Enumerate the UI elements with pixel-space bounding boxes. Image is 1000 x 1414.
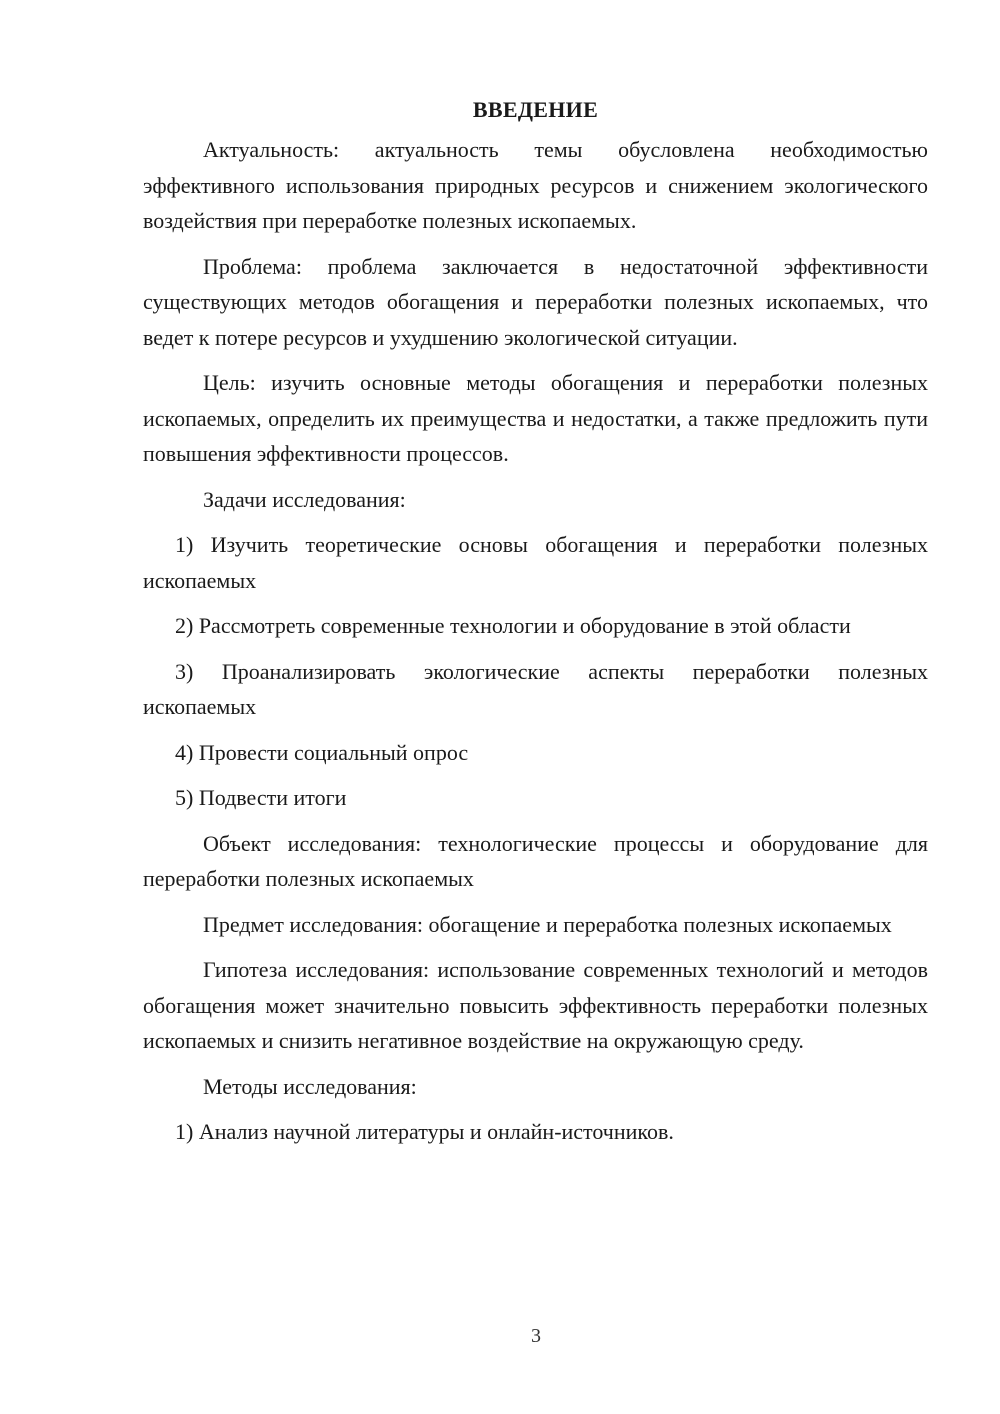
document-page <box>143 92 928 1160</box>
problem-paragraph: Проблема: проблема заключается в недостаточной эффективности существующих методов обогащения и переработки полезных ископаемых, что ведет к потере ресурсов и ухудшению экологической ситуации. <box>143 253 928 350</box>
task-item-1: 1) Изучить теоретические основы обогащения и переработки полезных ископаемых <box>143 532 928 593</box>
hypothesis-paragraph: Гипотеза исследования: использование современных технологий и методов обогащения может значительно повысить эффективность переработки полезных ископаемых и снизить негативное воздействие на окружающую среду. <box>143 957 928 1053</box>
goal-paragraph: Цель: изучить основные методы обогащения и переработки полезных ископаемых, определить их преимущества и недостатки, а также предложить пути повышения эффективности процессов. <box>143 370 928 466</box>
tasks-heading: Задачи исследования: <box>203 486 406 512</box>
document-body <box>143 132 928 1150</box>
subject-paragraph: Предмет исследования: обогащение и переработка полезных ископаемых <box>203 911 892 937</box>
task-item-3: 3) Проанализировать экологические аспекты переработки полезных ископаемых <box>143 658 928 719</box>
method-item-1: 1) Анализ научной литературы и онлайн-источников. <box>175 1119 674 1144</box>
task-item-2: 2) Рассмотреть современные технологии и оборудование в этой области <box>175 613 851 638</box>
methods-heading: Методы исследования: <box>203 1073 417 1099</box>
page-number: 3 <box>531 1325 541 1347</box>
relevance-paragraph: Актуальность: актуальность темы обусловлена необходимостью эффективного использования природных ресурсов и снижением экологического воздействия при переработке полезных ископаемых. <box>143 137 928 233</box>
task-item-5: 5) Подвести итоги <box>175 785 347 810</box>
task-item-4: 4) Провести социальный опрос <box>175 739 469 765</box>
object-paragraph: Объект исследования: технологические процессы и оборудование для переработки полезных ископаемых <box>143 830 928 891</box>
document-title: ВВЕДЕНИЕ <box>472 97 599 122</box>
